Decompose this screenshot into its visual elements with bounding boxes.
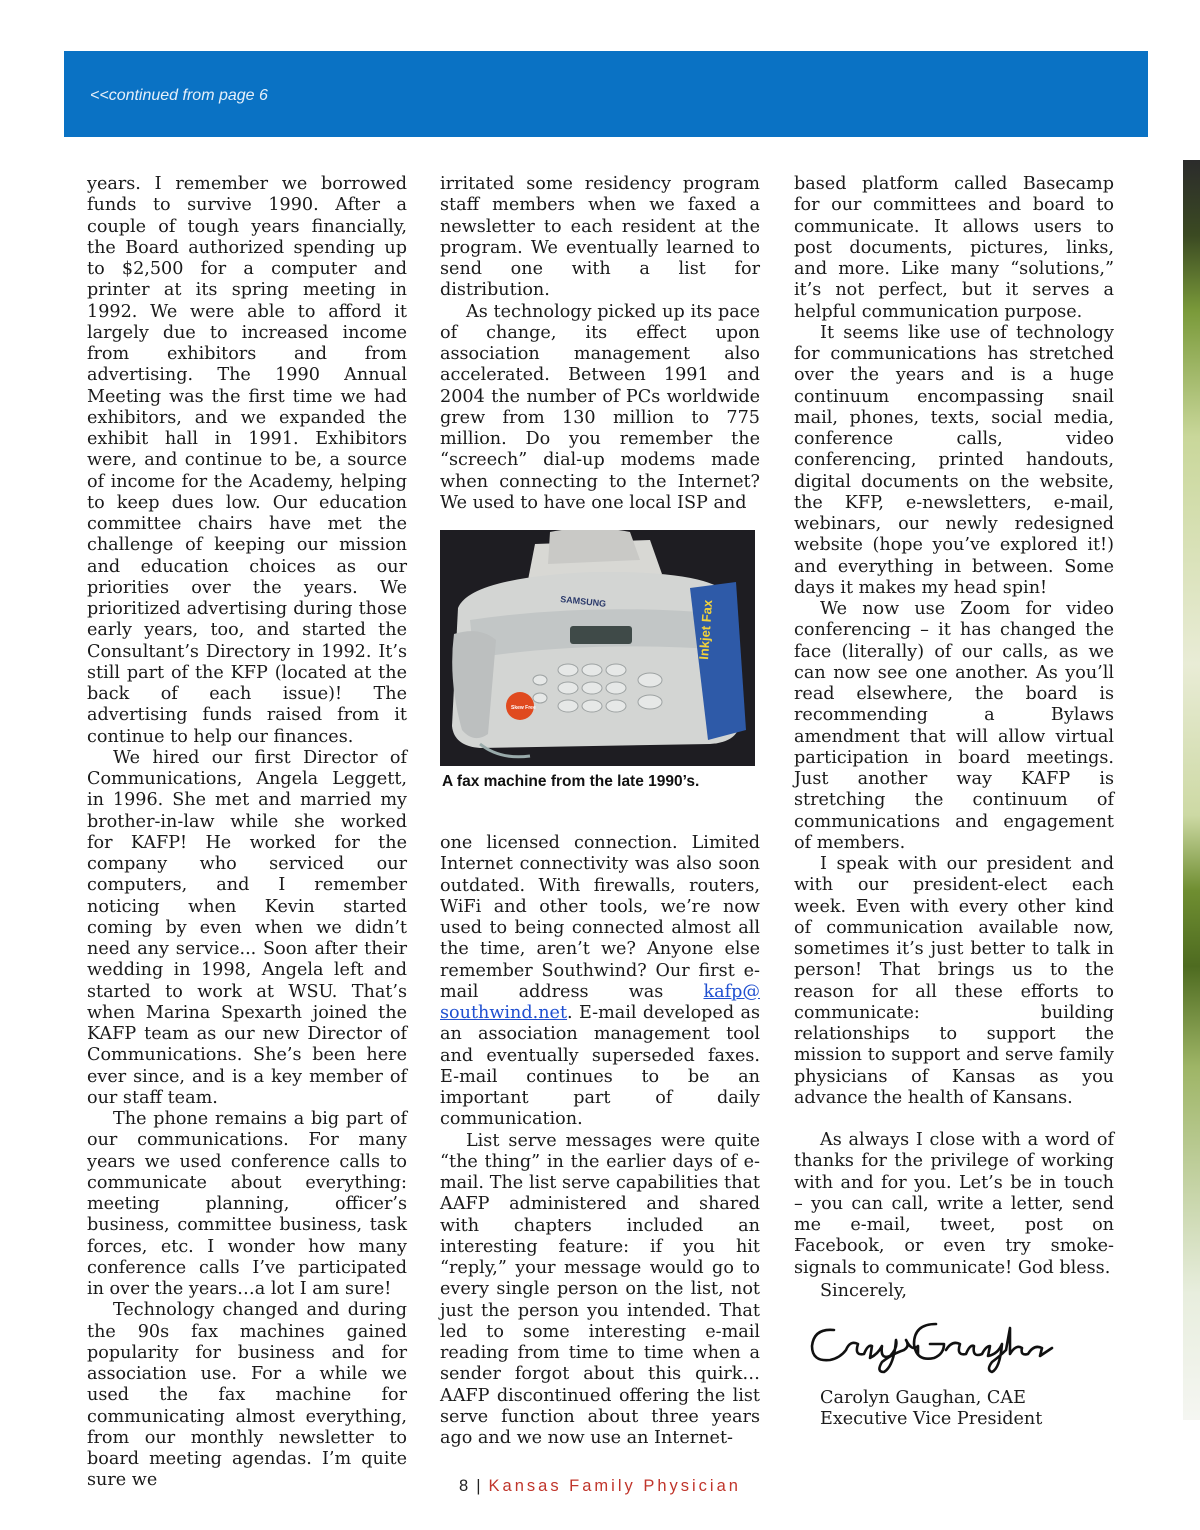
signatory-block (820, 1388, 1042, 1431)
paragraph: years. I remember we borrowed funds to survive 1990. After a couple of tough years financially, the Board authorized spending up to $2,500 for a computer and printer at its spring meeting in 1992. We were able to afford it largely due to increased income from exhibitors and from advertising. The 1990 Annual Meeting was the first time we had exhibitors, and we expanded the exhibit hall in 1991. Exhibitors were, and continue to be, a source of income for the Academy, helping to keep dues low. Our education committee chairs have met the challenge of keeping our mission and education choices as our priorities over the years. We prioritized advertising during those early years, too, and started the Consultant’s Directory in 1992. It’s still part of the KFP (located at the back of each issue)! The advertising funds raised from it continue to help our finances. (87, 174, 407, 747)
paragraph: We hired our first Director of Communications, Angela Leggett, in 1996. She met and married my brother-in-law while she worked for KAFP! He worked for the company who serviced our computers, and I remember noticing when Kevin started coming by even when we didn’t need any service... Soon after their wedding in 1998, Angela left and started to work at WSU. That’s when Marina Spexarth joined the KAFP team as our new Director of Communications. She’s been here ever since, and is a key member of our staff team. (87, 747, 407, 1108)
signatory-title: Executive Vice President (820, 1409, 1043, 1430)
page-number: 8 (459, 1477, 469, 1495)
email-address-link[interactable]: kafp@ southwind.net (440, 981, 760, 1023)
paragraph: List serve messages were quite “the thing” in the earlier days of e-mail. The list serve capabilities that AAFP administered and shared with chapters included an interesting feature: if you hit “reply,” your message would go to every single person on the list, not just the person you intended. That led to some interesting e-mail reading from time to time when a sender forgot about this quirk… AAFP discontinued offering the list serve function about three years ago and we now use an Internet- (440, 1130, 760, 1448)
article-column-3 (794, 174, 1114, 1279)
header-banner (64, 51, 1148, 137)
sign-off: Sincerely, (820, 1281, 907, 1301)
paragraph: Technology changed and during the 90s fax machines gained popularity for business and for association use. For a while we used the fax machine for communicating almost everything, from our monthly newsletter to board meeting agendas. I’m quite sure we (87, 1300, 407, 1491)
paragraph: The phone remains a big part of our communications. For many years we used conference calls to communicate about everything: meeting planning, officer’s business, committee business, task forces, etc. I wonder how many conference calls I’ve participated in over the years…a lot I am sure! (87, 1109, 407, 1299)
paragraph: As always I close with a word of thanks for the privilege of working with and for you. Let’s be in touch – you can call, write a letter, send me e-mail, tweet, post on Facebook, or even try smoke-signals to communicate! God bless. (794, 1130, 1114, 1278)
paragraph: As technology picked up its pace of change, its effect upon association management also accelerated. Between 1991 and 2004 the number of PCs worldwide grew from 130 million to 775 million. Do you remember the “screech” dial-up modems made when connecting to the Internet? We used to have one local ISP and (440, 301, 760, 513)
signatory-name: Carolyn Gaughan, CAE (820, 1388, 1026, 1408)
photo-caption: A fax machine from the late 1990’s. (442, 773, 700, 790)
side-label-text: Inkjet Fax (696, 599, 716, 661)
paragraph: It seems like use of technology for communications has stretched over the years and is a huge continuum encompassing snail mail, phones, texts, social media, conference calls, video conferencing, printed handouts, digital documents on the website, the KFP, e-newsletters, e-mail, webinars, our newly redesigned website (hope you’ve explored it!) and everything in between. Some days it makes my head spin! (794, 322, 1114, 598)
article-column-1 (87, 174, 407, 1492)
sticker-text: Skew Free (511, 705, 536, 711)
paragraph-text: . E-mail developed as an association management tool and eventually superseded faxes. E-mail continues to be an important part of daily communication. (440, 1003, 760, 1130)
magazine-title: Kansas Family Physician (488, 1477, 741, 1495)
handwritten-signature (806, 1310, 1056, 1376)
paragraph: based platform called Basecamp for our committees and board to communicate. It allows users to post documents, pictures, links, and more. Like many “solutions,” it’s not perfect, but it serves a helpful communication purpose. (794, 174, 1114, 322)
article-column-2-bottom (440, 833, 760, 1449)
footer-separator: | (476, 1477, 481, 1495)
fax-machine-photo (440, 530, 755, 766)
fax-machine-illustration (440, 530, 755, 766)
decorative-edge-strip (1183, 160, 1200, 1420)
page-footer (0, 1477, 1200, 1496)
paragraph: irritated some residency program staff members when we faxed a newsletter to each resident at the program. We eventually learned to send one with a list for distribution. (440, 174, 760, 301)
paragraph-text: one licensed connection. Limited Internet connectivity was also soon outdated. With firewalls, routers, WiFi and other tools, we’re now used to being connected almost all the time, aren’t we? Anyone else remember Southwind? Our first e-mail address was (440, 833, 760, 1002)
brand-text: SAMSUNG (559, 594, 607, 609)
paragraph (440, 833, 760, 1131)
paragraph: We now use Zoom for video conferencing – it has changed the face (literally) of our calls, as we can now see one another. As you’ll read elsewhere, the board is recommending a Bylaws amendment that will allow virtual participation in board meetings. Just another way KAFP is stretching the continuum of communications and engagement of members. (794, 599, 1114, 853)
article-column-2-top (440, 174, 760, 514)
paragraph: I speak with our president and with our president-elect each week. Even with every other kind of communication available now, sometimes it’s just better to talk in person! That brings us to the reason for all these efforts to communicate: building relationships to support the mission to support and serve family physicians of Kansas as you advance the health of Kansans. (794, 854, 1114, 1108)
continued-from-label: <<continued from page 6 (90, 87, 268, 104)
